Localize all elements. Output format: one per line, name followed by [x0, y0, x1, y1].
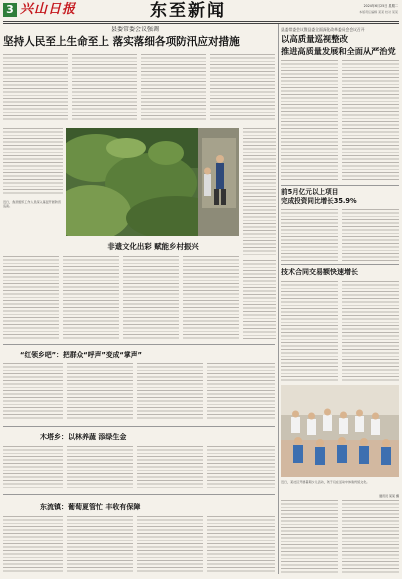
photo-graphic-2 [281, 385, 399, 477]
muta-headline: 木塔乡：以林养蔬 添绿生金 [40, 433, 127, 441]
editor-line: 本版责任编辑 某某 校对 某某 [359, 10, 398, 14]
right-headline-1: 以高质量巡视整改 [281, 34, 348, 44]
divider-dongliu [3, 494, 275, 495]
right-kicker: 县委常委会议暨县委全面深化改革委员会会议召开 [281, 27, 365, 32]
masthead-rule [3, 21, 399, 22]
newspaper-logo: 兴山日报 [20, 2, 77, 17]
honggu-text-3 [137, 363, 203, 419]
tech-headline: 技术合同交易额快速增长 [281, 268, 358, 276]
bottom-right-text-1 [281, 500, 338, 574]
lead-headline: 坚持人民至上生命至上 落实落细各项防汛应对措施 [3, 36, 240, 48]
right-headline-2: 推进高质量发展和全面从严治党 [281, 46, 396, 56]
bottom-photo-credit: 通讯员 某某 摄 [379, 494, 399, 498]
right-text-col-1 [281, 60, 338, 182]
honggu-headline: “红领乡吧”：把群众“呼声”变成“掌声” [20, 351, 142, 359]
flood-inspection-photo [66, 128, 239, 236]
photo-caption: 近日，我县组织工作人员深入基层开展防汛巡查。 [3, 200, 61, 208]
honggu-text-4 [207, 363, 275, 419]
muta-text-4 [207, 446, 275, 490]
tech-text-2 [342, 281, 399, 381]
feiyi-text-2 [63, 256, 119, 340]
lead-text-col-4 [210, 54, 275, 120]
right-text-col-2 [342, 60, 399, 182]
photo-graphic [66, 128, 239, 236]
dongliu-text-4 [207, 516, 275, 574]
lead-text-col-1 [3, 54, 68, 120]
honggu-text-2 [67, 363, 133, 419]
lead-text-col-3 [141, 54, 206, 120]
muta-text-2 [67, 446, 133, 490]
feiyi-text-4 [183, 256, 239, 340]
muta-text-1 [3, 446, 63, 490]
feiyi-text-1 [3, 256, 59, 340]
dongliu-text-1 [3, 516, 63, 574]
lead-continued-col [243, 128, 276, 256]
divider-honggu [3, 344, 275, 345]
column-divider [278, 24, 279, 574]
divider-project [281, 185, 399, 186]
honggu-text-1 [3, 363, 63, 419]
bottom-right-text-2 [342, 500, 399, 574]
dongliu-headline: 东流镇：葡萄夏管忙 丰收有保障 [40, 503, 141, 511]
feiyi-text-3 [123, 256, 179, 340]
project-text-2 [342, 209, 399, 261]
children-activity-photo [281, 385, 399, 477]
date-line: 2024年6月25日 星期二 [363, 4, 398, 8]
lead-kicker: 县委常委会议强调 [110, 26, 159, 33]
lead-text-col-2 [72, 54, 137, 120]
section-title: 东至新闻 [150, 1, 226, 21]
project-text-1 [281, 209, 338, 261]
photo-caption-box [3, 200, 63, 238]
project-headline-1: 前5月亿元以上项目 [281, 188, 339, 196]
muta-text-3 [137, 446, 203, 490]
divider-muta [3, 426, 275, 427]
divider-tech [281, 264, 399, 265]
bottom-photo-caption: 近日，某社区开展暑期少儿活动，孩子们在活动中体验传统文化。 [281, 480, 370, 484]
dongliu-text-3 [137, 516, 203, 574]
tech-text-1 [281, 281, 338, 381]
page-number-badge: 3 [3, 3, 17, 17]
dongliu-text-2 [67, 516, 133, 574]
masthead-rule-thin [3, 23, 399, 24]
left-text-upper [3, 128, 63, 196]
feiyi-text-5 [243, 260, 276, 340]
project-headline-2: 完成投资同比增长35.9% [281, 197, 357, 205]
feiyi-headline: 非遗文化出彩 赋能乡村振兴 [107, 242, 199, 251]
